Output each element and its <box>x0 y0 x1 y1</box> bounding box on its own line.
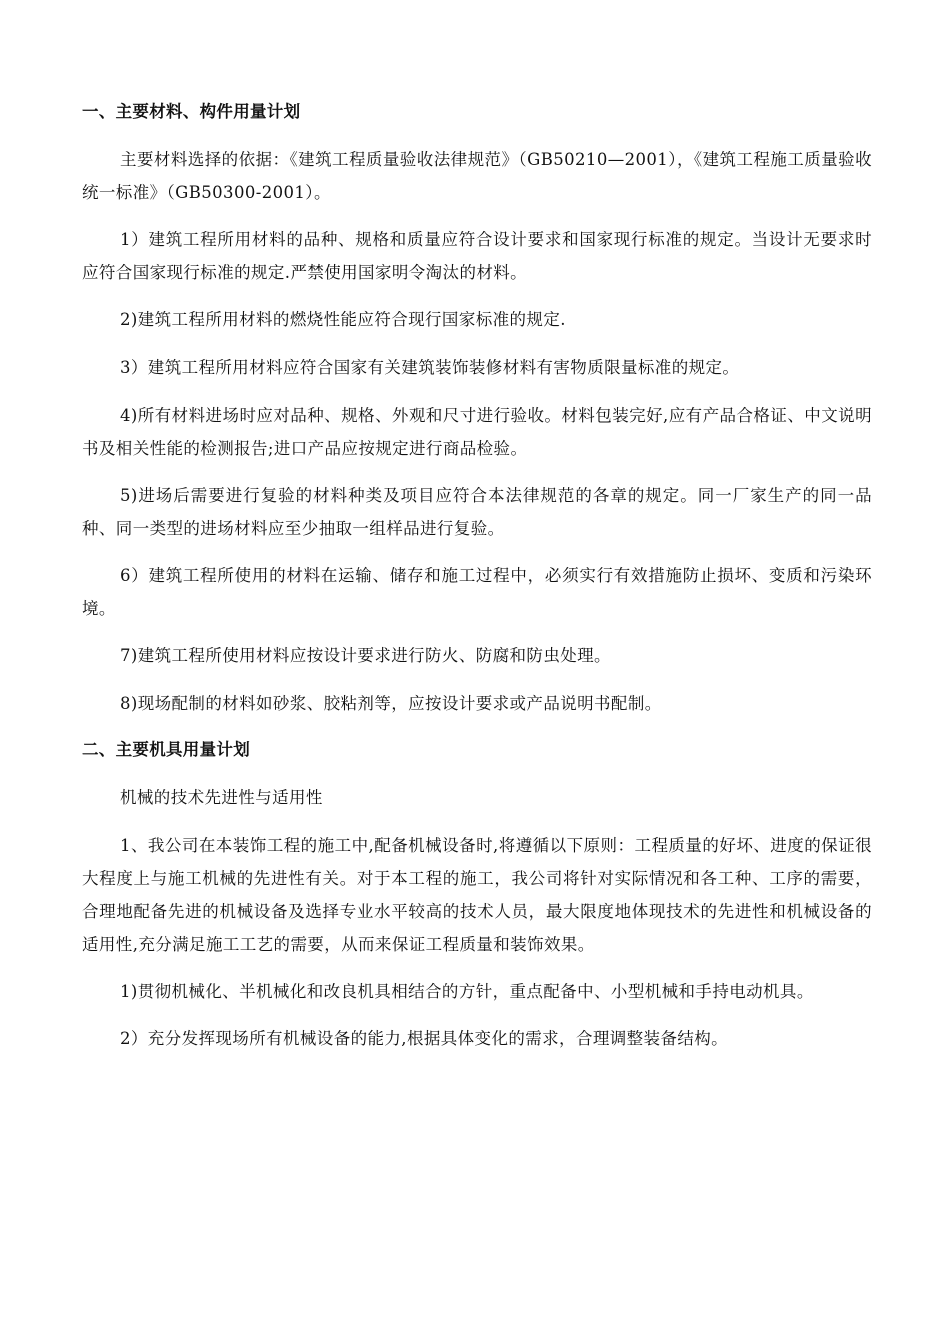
section-heading-materials: 一、主要材料、构件用量计划 <box>82 102 301 121</box>
paragraph: 1)贯彻机械化、半机械化和改良机具相结合的方针，重点配备中、小型机械和手持电动机具。 <box>120 982 814 1001</box>
paragraph: 5)进场后需要进行复验的材料种类及项目应符合本法律规范的各章的规定。同一厂家生产的同一品种、同一类型的进场材料应至少抽取一组样品进行复验。 <box>82 486 872 538</box>
section-heading-machinery: 二、主要机具用量计划 <box>82 740 250 759</box>
paragraph: 1、我公司在本装饰工程的施工中,配备机械设备时,将遵循以下原则：工程质量的好坏、进度的保证很大程度上与施工机械的先进性有关。对于本工程的施工，我公司将针对实际情况和各工种、工序的需要，合理地配备先进的机械设备及选择专业水平较高的技术人员，最大限度地体现技术的先进性和机械设备的适用性,充分满足施工工艺的需要，从而来保证工程质量和装饰效果。 <box>82 836 872 954</box>
paragraph: 2）充分发挥现场所有机械设备的能力,根据具体变化的需求，合理调整装备结构。 <box>120 1029 729 1048</box>
paragraph: 1）建筑工程所用材料的品种、规格和质量应符合设计要求和国家现行标准的规定。当设计无要求时应符合国家现行标准的规定.严禁使用国家明令淘汰的材料。 <box>82 230 872 282</box>
paragraph: 2)建筑工程所用材料的燃烧性能应符合现行国家标准的规定. <box>120 310 566 329</box>
paragraph: 8)现场配制的材料如砂浆、胶粘剂等，应按设计要求或产品说明书配制。 <box>120 694 662 713</box>
paragraph: 7)建筑工程所使用材料应按设计要求进行防火、防腐和防虫处理。 <box>120 646 611 665</box>
paragraph: 6）建筑工程所使用的材料在运输、储存和施工过程中，必须实行有效措施防止损坏、变质和污染环境。 <box>82 566 872 618</box>
paragraph: 3）建筑工程所用材料应符合国家有关建筑装饰装修材料有害物质限量标准的规定。 <box>120 358 740 377</box>
paragraph: 主要材料选择的依据：《建筑工程质量验收法律规范》（GB50210—2001），《建筑工程施工质量验收统一标准》（GB50300-2001）。 <box>82 150 872 202</box>
paragraph: 4)所有材料进场时应对品种、规格、外观和尺寸进行验收。材料包装完好,应有产品合格证、中文说明书及相关性能的检测报告;进口产品应按规定进行商品检验。 <box>82 406 872 458</box>
paragraph: 机械的技术先进性与适用性 <box>120 788 323 807</box>
document-body <box>82 97 872 1070</box>
